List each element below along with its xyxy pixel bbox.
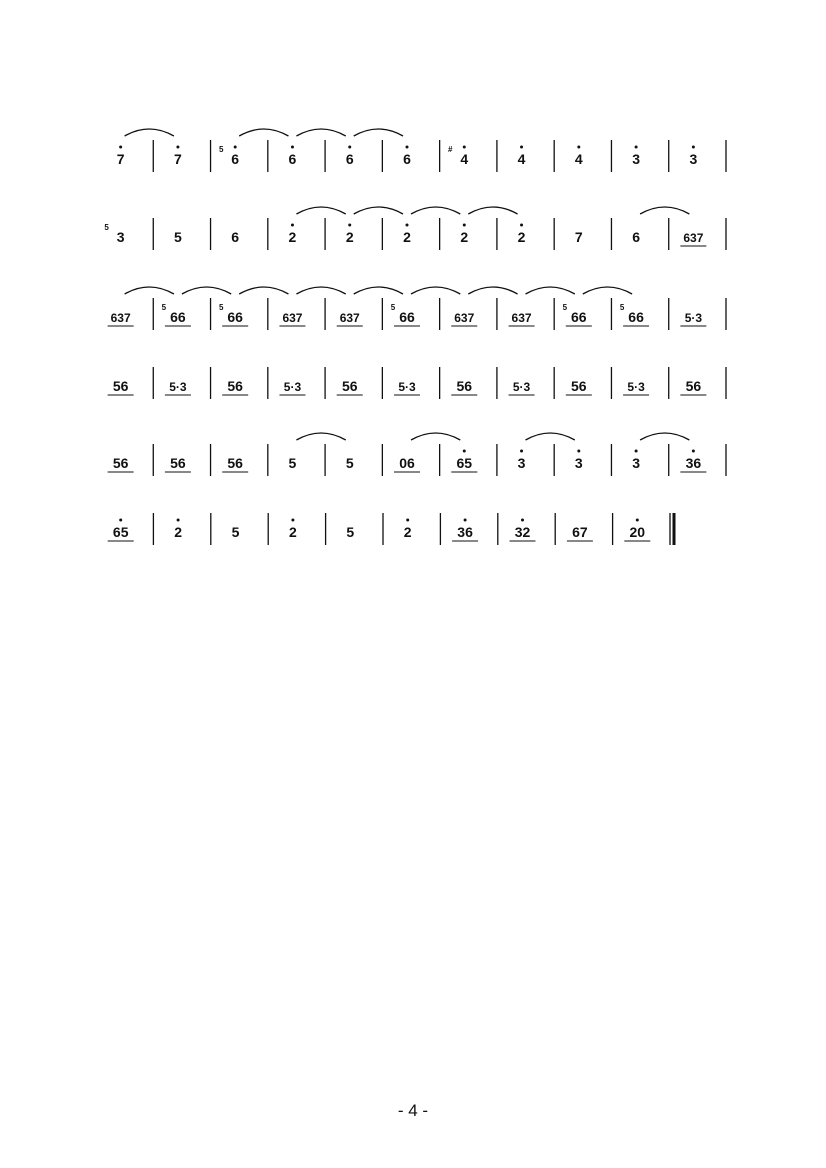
note-cell: 2	[403, 229, 411, 245]
note-cell: 637	[282, 311, 303, 325]
slur	[640, 207, 689, 214]
note-cell: 06	[399, 455, 415, 471]
note-cell: 66	[628, 309, 644, 325]
slur	[182, 287, 231, 294]
note-cell: 5	[288, 455, 297, 471]
grace-note: 5	[390, 303, 396, 312]
note-cell: 7	[174, 151, 182, 167]
slur	[296, 433, 345, 440]
note-cell: 67	[572, 524, 588, 540]
note-cell: 2	[345, 229, 354, 245]
octave-dot	[636, 519, 639, 522]
note-cell: 5·3	[283, 380, 302, 394]
octave-dot	[406, 146, 409, 149]
note-cell: 6	[345, 151, 354, 167]
slur	[296, 287, 345, 294]
octave-dot	[635, 450, 638, 453]
octave-dot	[406, 519, 409, 522]
note-cell: 56	[456, 378, 473, 394]
note-cell: 6	[403, 151, 411, 167]
octave-dot	[348, 146, 351, 149]
octave-dot	[291, 224, 294, 227]
slur	[354, 207, 403, 214]
slur	[411, 207, 460, 214]
note-cell: 3	[574, 455, 583, 471]
note-cell: 2	[460, 229, 469, 245]
note-cell: 5	[346, 524, 355, 540]
slur	[411, 433, 460, 440]
slur	[125, 129, 174, 136]
octave-dot	[577, 146, 580, 149]
note-cell: 6	[231, 229, 240, 245]
grace-note: 5	[104, 223, 109, 232]
slur	[640, 433, 689, 440]
note-cell: 56	[227, 378, 243, 394]
note-cell: 2	[403, 524, 412, 540]
octave-dot	[348, 224, 351, 227]
octave-dot	[521, 519, 524, 522]
note-cell: 3	[689, 151, 698, 167]
note-cell: 3	[632, 455, 640, 471]
octave-dot	[463, 450, 466, 453]
note-cell: 5·3	[684, 311, 703, 325]
note-cell: 4	[517, 151, 526, 167]
slur	[468, 287, 517, 294]
slur	[526, 287, 575, 294]
note-cell: 66	[571, 309, 587, 325]
note-cell: 3	[632, 151, 640, 167]
octave-dot	[692, 146, 695, 149]
octave-dot	[291, 146, 294, 149]
note-cell: 36	[685, 455, 702, 471]
slur	[239, 287, 288, 294]
octave-dot	[406, 224, 409, 227]
grace-note: 5	[562, 303, 568, 312]
note-cell: 56	[685, 378, 702, 394]
note-cell: 7	[574, 229, 583, 245]
note-cell: 6	[231, 151, 240, 167]
note-cell: 66	[399, 309, 415, 325]
slur	[468, 207, 517, 214]
note-cell: 2	[289, 524, 297, 540]
octave-dot	[692, 450, 695, 453]
note-cell: 637	[683, 231, 704, 245]
note-cell: 20	[629, 524, 646, 540]
grace-note: 5	[218, 303, 224, 312]
octave-dot	[176, 146, 179, 149]
octave-dot	[291, 519, 294, 522]
note-cell: 6	[288, 151, 297, 167]
note-cell: 56	[341, 378, 358, 394]
note-cell: 3	[517, 455, 526, 471]
note-cell: 5·3	[627, 380, 645, 394]
slur	[411, 287, 460, 294]
grace-note: 5	[161, 303, 167, 312]
note-cell: 65	[456, 455, 473, 471]
slur	[296, 207, 345, 214]
slur	[239, 129, 288, 136]
note-cell: 5	[345, 455, 354, 471]
note-cell: 5	[174, 229, 182, 245]
octave-dot	[520, 224, 523, 227]
note-cell: 65	[112, 524, 129, 540]
octave-dot	[234, 146, 237, 149]
note-cell: 637	[339, 311, 360, 325]
note-cell: 6	[632, 229, 640, 245]
note-cell: 5·3	[169, 380, 187, 394]
note-cell: 7	[116, 151, 125, 167]
octave-dot	[119, 519, 122, 522]
slur	[354, 129, 403, 136]
note-cell: 3	[116, 229, 125, 245]
octave-dot	[463, 224, 466, 227]
note-cell: 2	[288, 229, 297, 245]
slur	[354, 287, 403, 294]
slur	[125, 287, 174, 294]
octave-dot	[520, 450, 523, 453]
octave-dot	[577, 450, 580, 453]
note-cell: 56	[112, 455, 129, 471]
note-cell: 637	[110, 311, 131, 325]
note-cell: 56	[571, 378, 587, 394]
grace-note: 5	[218, 145, 224, 154]
note-cell: 2	[517, 229, 526, 245]
note-cell: 5·3	[398, 380, 416, 394]
note-cell: 637	[454, 311, 475, 325]
note-cell: 56	[112, 378, 129, 394]
note-cell: 66	[227, 309, 243, 325]
grace-note: #	[448, 145, 453, 154]
note-cell: 5	[231, 524, 240, 540]
note-cell: 5·3	[512, 380, 531, 394]
note-cell: 36	[457, 524, 473, 540]
page-number: - 4 -	[397, 1101, 429, 1120]
note-cell: 2	[174, 524, 182, 540]
octave-dot	[119, 146, 122, 149]
note-cell: 4	[574, 151, 583, 167]
slur	[526, 433, 575, 440]
octave-dot	[520, 146, 523, 149]
octave-dot	[464, 519, 467, 522]
note-cell: 4	[460, 151, 469, 167]
note-cell: 66	[170, 309, 186, 325]
octave-dot	[463, 146, 466, 149]
octave-dot	[635, 146, 638, 149]
octave-dot	[177, 519, 180, 522]
slur	[296, 129, 345, 136]
note-cell: 56	[227, 455, 243, 471]
note-cell: 56	[170, 455, 186, 471]
note-cell: 32	[514, 524, 531, 540]
note-cell: 637	[511, 311, 532, 325]
grace-note: 5	[619, 303, 625, 312]
slur	[583, 287, 632, 294]
